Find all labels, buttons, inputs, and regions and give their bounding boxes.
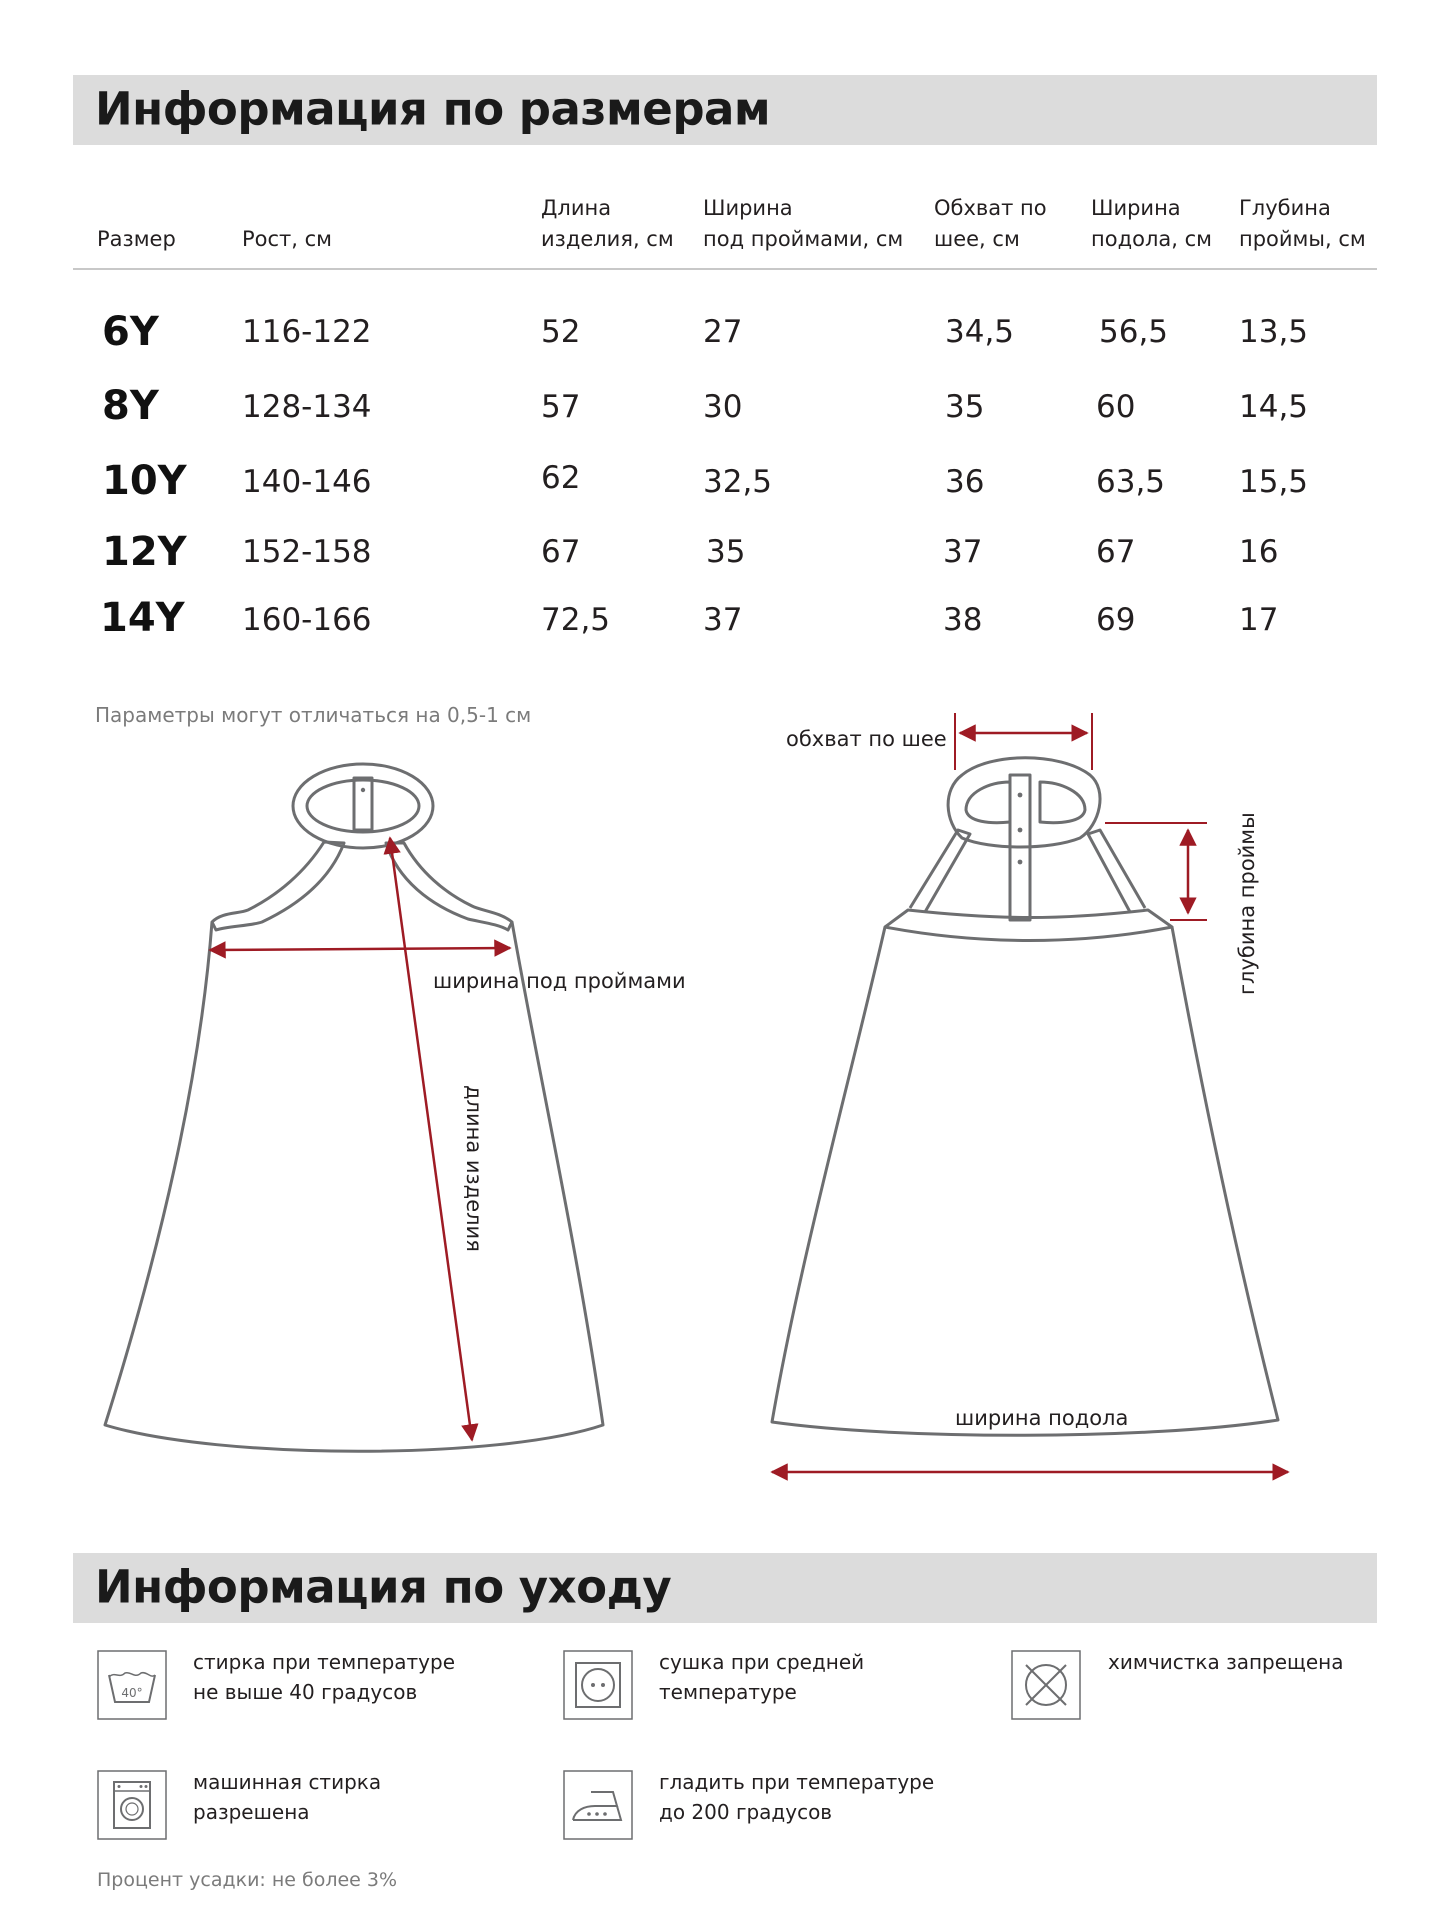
washing-machine-icon [97,1770,167,1840]
hem-cell: 69 [1096,602,1136,638]
shrinkage-note: Процент усадки: не более 3% [97,1869,398,1891]
care-info-banner [73,1553,1377,1623]
back-dress-strap [1088,830,1145,912]
size-cell: 14Y [100,595,185,641]
length-cell: 72,5 [541,602,611,638]
back-dress-collar-inner [966,782,1010,823]
neck-cell: 36 [945,464,985,500]
care-text-wash: стирка при температуре не выше 40 градусов [193,1650,456,1704]
front-dress-drawing [105,764,603,1451]
back-dress-button [1018,793,1023,798]
neck-cell: 34,5 [945,314,1015,350]
underarm-cell: 30 [703,389,743,425]
hem-cell: 67 [1096,534,1136,570]
iron-200-icon [563,1770,633,1840]
size-info-title: Информация по размерам [95,82,771,136]
height-cell: 160-166 [242,602,372,638]
back-dress-button [1018,828,1023,833]
length-cell: 62 [541,460,581,496]
front-dress-button [361,788,365,792]
care-text-dry-clean: химчистка запрещена [1108,1650,1344,1674]
col-header-hem: Ширина подола, см [1091,196,1212,251]
armhole-cell: 13,5 [1239,314,1309,350]
front-dress-outline [105,922,603,1451]
underarm-width-label: ширина под проймами [433,969,686,993]
height-cell: 128-134 [242,389,372,425]
front-dress-collar-inner [307,780,419,832]
neck-girth-label: обхват по шее [786,727,947,751]
hem-cell: 56,5 [1099,314,1169,350]
size-cell: 10Y [102,458,187,504]
back-dress-button [1018,860,1023,865]
length-cell: 57 [541,389,581,425]
back-dress-drawing [772,758,1278,1436]
hem-cell: 63,5 [1096,464,1166,500]
col-header-armhole: Глубина проймы, см [1239,196,1366,251]
care-text-dry: сушка при средней температуре [659,1650,865,1704]
wash-40-icon [97,1650,167,1720]
length-cell: 52 [541,314,581,350]
height-cell: 140-146 [242,464,372,500]
underarm-cell: 37 [703,602,743,638]
no-dry-clean-icon [1011,1650,1081,1720]
front-dress-halter-strap [386,843,512,930]
care-text-machine: машинная стирка разрешена [193,1770,382,1824]
underarm-cell: 35 [706,534,746,570]
col-header-size: Размер [97,227,176,251]
wash-temperature: 40° [121,1686,143,1700]
height-cell: 116-122 [242,314,372,350]
col-header-height: Рост, см [242,227,333,251]
armhole-depth-label: глубина проймы [1235,812,1259,995]
back-dress-collar-inner [1040,782,1085,823]
underarm-cell: 32,5 [703,464,773,500]
back-dress-strap [910,830,970,912]
armhole-cell: 16 [1239,534,1279,570]
size-cell: 8Y [102,383,159,429]
length-arrow [390,838,472,1440]
length-cell: 67 [541,534,581,570]
col-header-underarm: Ширина под проймами, см [703,196,904,251]
front-dress-halter-strap [212,842,344,930]
front-dress-placket [354,778,372,830]
back-dress-outline [772,927,1278,1435]
col-header-length: Длина изделия, см [541,196,674,251]
height-cell: 152-158 [242,534,372,570]
col-header-neck: Обхват по шее, см [934,196,1047,251]
tumble-dry-medium-icon [563,1650,633,1720]
neck-cell: 38 [943,602,983,638]
armhole-cell: 17 [1239,602,1279,638]
size-cell: 6Y [102,309,159,355]
underarm-width-arrow [210,948,510,950]
size-cell: 12Y [102,529,187,575]
armhole-cell: 14,5 [1239,389,1309,425]
length-label: длина изделия [462,1085,486,1252]
armhole-cell: 15,5 [1239,464,1309,500]
measurement-tolerance-note: Параметры могут отличаться на 0,5-1 см [95,703,532,727]
neck-cell: 37 [943,534,983,570]
underarm-cell: 27 [703,314,743,350]
hem-width-label: ширина подола [955,1406,1129,1430]
care-text-iron: гладить при температуре до 200 градусов [659,1770,935,1824]
hem-cell: 60 [1096,389,1136,425]
care-info-title: Информация по уходу [95,1560,672,1614]
neck-cell: 35 [945,389,985,425]
